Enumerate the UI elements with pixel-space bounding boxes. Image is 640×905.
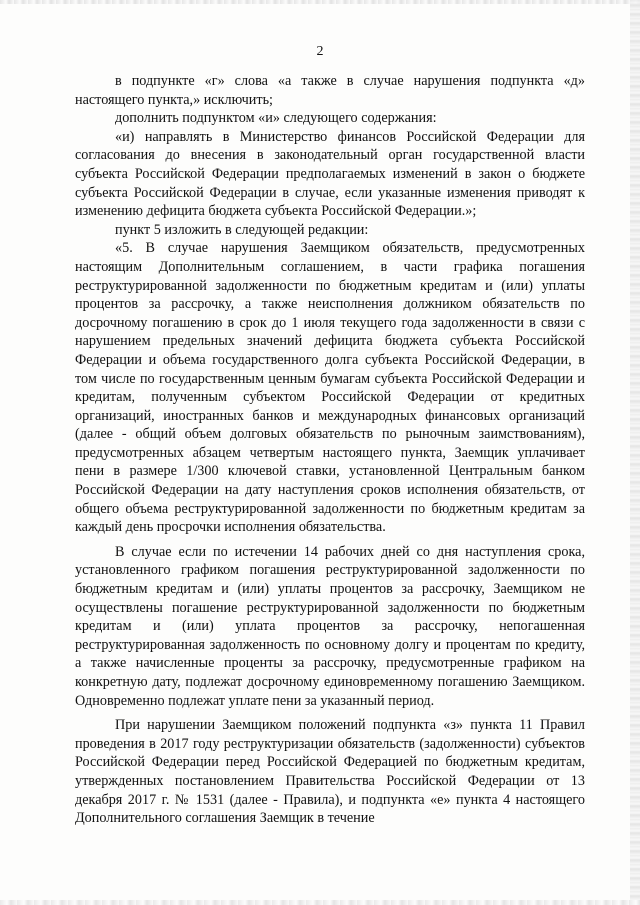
scan-edge-top [0,0,640,4]
document-body [75,72,585,828]
paragraph-point-5-text: «5. В случае нарушения Заемщиком обязательств, предусмотренных настоящим Дополнительным соглашением, в части графика погашения реструктурированной задолженности по бюджетным кредитам и (или) уплаты процентов за рассрочку, а также неисполнения должником обязательств по досрочному погашению в срок до 1 июля текущего года задолженности в связи с нарушением предельных значений дефицита бюджета субъекта Российской Федерации и объема государственного долга субъекта Российской Федерации, в том числе по государственным ценным бумагам субъекта Российской Федерации и кредитам, полученным субъектом Российской Федерации от кредитных организаций, иностранных банков и международных финансовых организаций (далее - общий объем долговых обязательств по рыночным заимствованиям), предусмотренных абзацем четвертым настоящего пункта, Заемщик уплачивает пени в размере 1/300 ключевой ставки, установленной Центральным банком Российской Федерации на дату наступления сроков исполнения обязательств, от общего объема реструктурированной задолженности по бюджетным кредитам за каждый день просрочки исполнения обязательства. [75,240,585,536]
paragraph-subpoint-i-text: «и) направлять в Министерство финансов Российской Федерации для согласования до внесения в законодательный орган государственной власти субъекта Российской Федерации предполагаемых изменений в закон о бюджете субъекта Российской Федерации в случае, если указанные изменения приводят к изменению дефицита бюджета субъекта Российской Федерации.»; [75,128,585,220]
paragraph-add-subpoint-i: дополнить подпунктом «и» следующего содержания: [115,110,437,127]
paragraph-point-5-intro: пункт 5 изложить в следующей редакции: [115,221,369,238]
paragraph-subpoint-g: в подпункте «г» слова «а также в случае нарушения подпункта «д» настоящего пункта,» исключить; [75,73,585,108]
paragraph-overdue-case: В случае если по истечении 14 рабочих дней со дня наступления срока, установленного графиком погашения реструктурированной задолженности по бюджетным кредитам и (или) уплаты процентов за рассрочку, Заемщиком не осуществлены погашение реструктурированной задолженности по бюджетным кредитам и (или) уплата процентов за рассрочку, непогашенная реструктурированная задолженность по основному долгу и процентам по кредиту, а также начисленные проценты за рассрочку, предусмотренные графиком на конкретную дату, подлежат досрочному единовременному погашению Заемщиком. Одновременно подлежат уплате пени за указанный период. [75,543,585,709]
scan-edge-right [630,0,640,905]
page-number: 2 [316,44,324,59]
scan-edge-bottom [0,900,640,905]
paragraph-rules-violation: При нарушении Заемщиком положений подпункта «з» пункта 11 Правил проведения в 2017 году реструктуризации обязательств (задолженности) субъектов Российской Федерации перед Российской Федерацией по бюджетным кредитам, утвержденных постановлением Правительства Российской Федерации от 13 декабря 2017 г. № 1531 (далее - Правила), и подпункта «е» пункта 4 настоящего Дополнительного соглашения Заемщик в течение [75,717,585,827]
